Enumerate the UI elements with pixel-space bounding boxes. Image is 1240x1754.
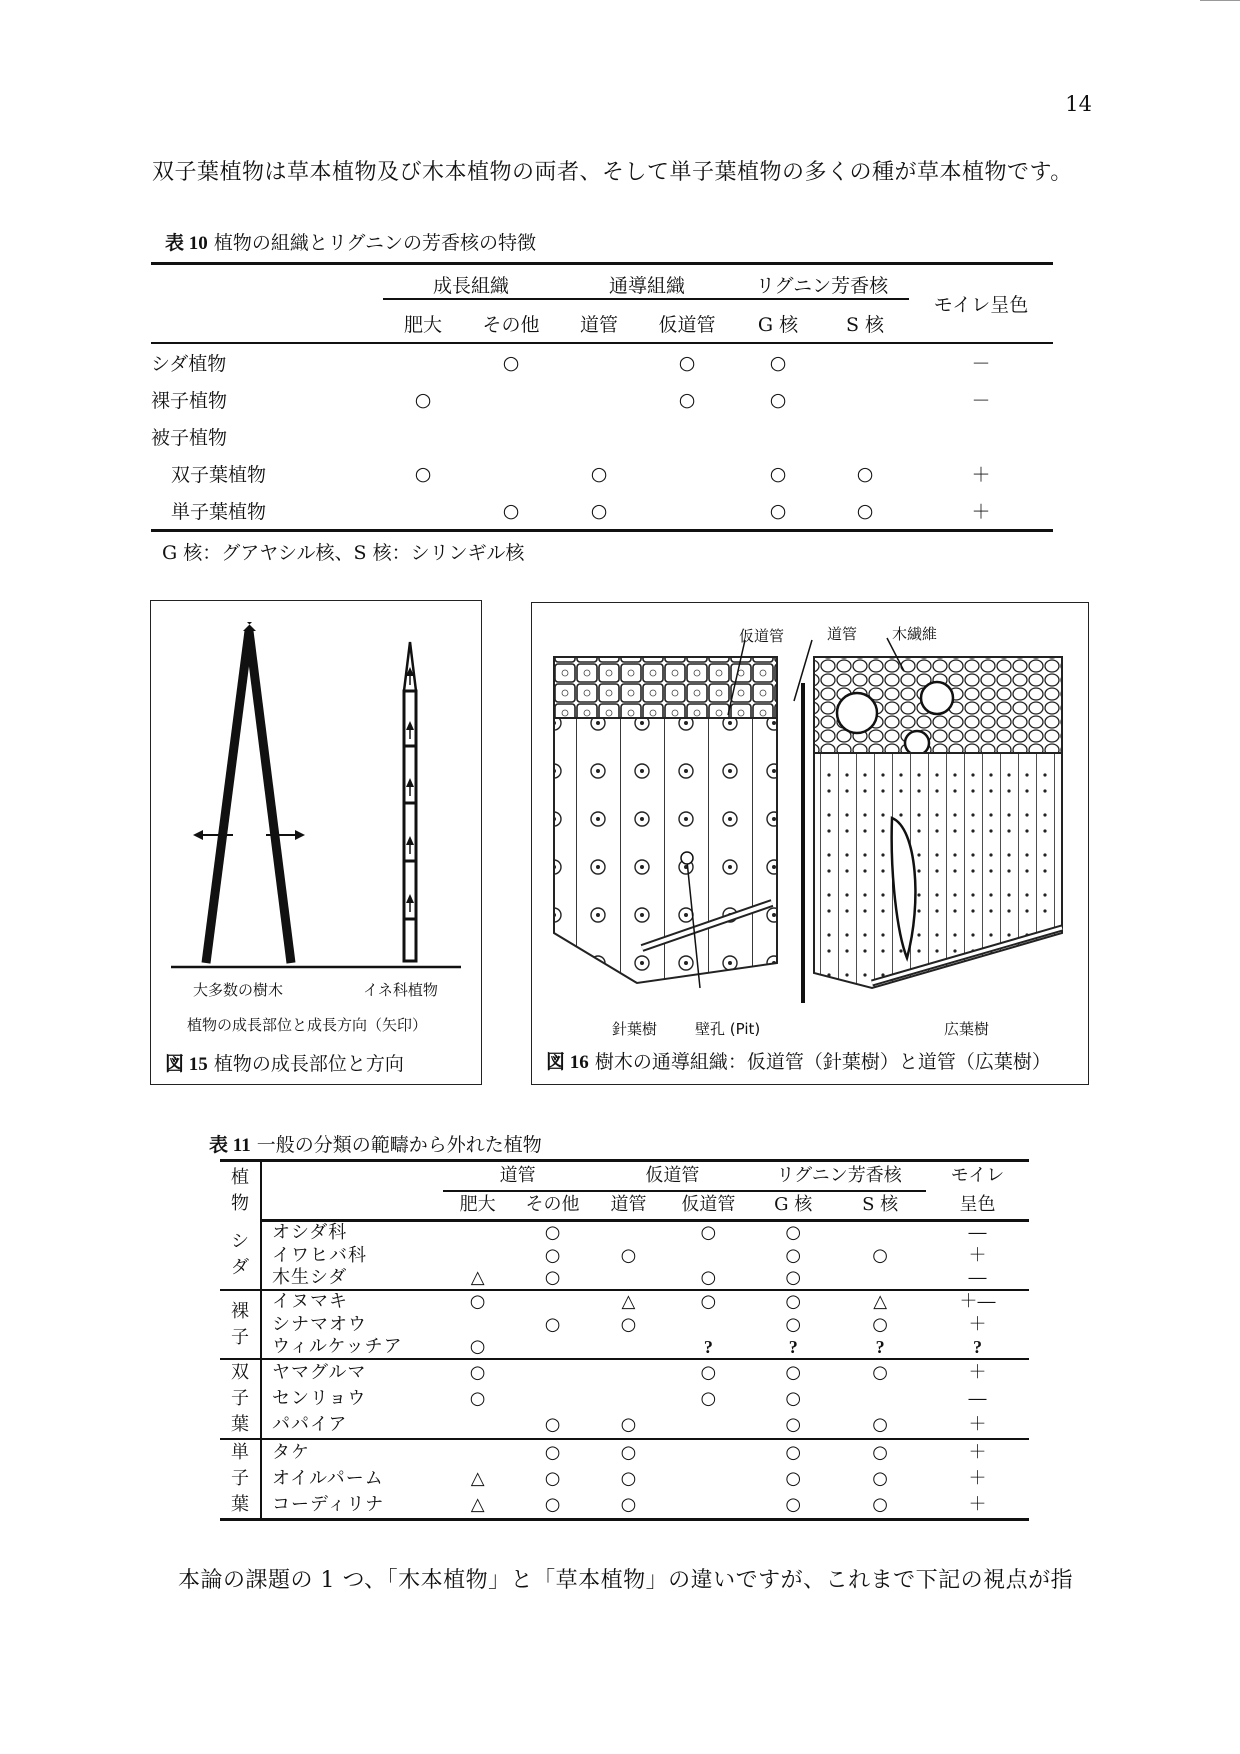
table10-row: [151, 418, 1053, 455]
figure16-label-fiber: 木繊維: [892, 625, 938, 643]
tree-top-arrow: [243, 622, 256, 631]
table10-moire-cell: －: [971, 353, 991, 375]
table11-cell: ○: [469, 1361, 486, 1383]
table11-cell: ○: [513, 1492, 593, 1519]
bottom-paragraph: 本論の課題の 1 つ、「木本植物」と「草本植物」の違いですが、これまで下記の視点が指: [178, 1568, 1074, 1593]
figure16-label-pit: 壁孔 (Pit): [695, 1020, 761, 1038]
table11-cell: [593, 1267, 665, 1290]
table10-subheader: G 核: [735, 305, 821, 343]
table11-cell: ○: [834, 1412, 926, 1439]
table11-group-header-lignin: リグニン芳香核: [752, 1161, 926, 1191]
table11-cell: ○: [872, 1467, 888, 1489]
table10-caption: [165, 228, 536, 255]
table10-cell: [559, 343, 639, 381]
table11-cell: △: [873, 1291, 888, 1312]
table10-cell: [463, 418, 559, 455]
table10-cell: ○: [769, 351, 787, 374]
table10-cell: [821, 343, 909, 381]
table10-cell: [735, 418, 821, 455]
table10-cell: [463, 381, 559, 418]
table10-cell: ○: [463, 492, 559, 531]
table10-row-label: 単子葉植物: [151, 492, 383, 531]
table11-cell: ○: [872, 1244, 888, 1266]
table11-cell: [513, 1290, 593, 1313]
figure15-caption: [165, 1049, 404, 1076]
table11-moire-cell: ＋: [926, 1492, 1029, 1519]
table10-row-label: 被子植物: [151, 427, 228, 449]
table11-row: [220, 1359, 1029, 1386]
figure15-sublabel: 植物の成長部位と成長方向（矢印）: [187, 1016, 428, 1034]
table10-row: [151, 492, 1053, 531]
table11-cell: ?: [664, 1336, 752, 1359]
table11-cell: [664, 1492, 752, 1519]
table10-cell: ○: [590, 462, 608, 485]
table11-cell: [664, 1412, 752, 1439]
table10-cell: [639, 418, 735, 455]
table11-row: [220, 1313, 1029, 1336]
table10-subheader: その他: [463, 305, 559, 343]
table11-moire-cell: ?: [926, 1336, 1029, 1359]
table10-subheader: 肥大: [383, 305, 463, 343]
table11-cell: ?: [752, 1336, 834, 1359]
table11-cell: ○: [620, 1467, 637, 1489]
table10-row-label: 双子葉植物: [171, 464, 267, 486]
table11-cell: ○: [785, 1291, 802, 1312]
figure16-caption: [546, 1047, 1051, 1074]
table11-moire-cell: ＋: [968, 1441, 987, 1463]
top-edge-line: [1200, 0, 1240, 1]
table11-cell: ○: [785, 1244, 802, 1266]
table11-plant-name: パパイア: [261, 1412, 443, 1439]
table11-cell: [664, 1313, 752, 1336]
table11-caption: [209, 1130, 542, 1157]
table11-subheader: 肥大: [443, 1191, 513, 1221]
table10-cell: [821, 381, 909, 418]
table11-cell: ○: [872, 1361, 888, 1383]
vessel-pore: [837, 693, 877, 733]
table10-cell: ○: [502, 351, 520, 374]
table11-cell: ○: [700, 1361, 717, 1383]
table10-subheader: 仮道管: [639, 305, 735, 343]
table11-moire-header-line1: モイレ: [926, 1161, 1029, 1191]
table11-cell: △: [443, 1492, 513, 1519]
table11-moire-cell: ―: [968, 1222, 987, 1243]
table10-group-header-growth: 成長組織: [383, 271, 559, 300]
table11-cell: ○: [469, 1291, 486, 1312]
table10-subheader: S 核: [821, 305, 909, 343]
table10-cell: [463, 455, 559, 492]
figure16-wood-illustration: [532, 603, 1088, 1013]
table11-moire-cell: ＋: [968, 1313, 987, 1335]
table10-row: [151, 381, 1053, 418]
table11-cell: [443, 1244, 513, 1267]
table11-cell: ○: [785, 1441, 802, 1463]
table11-cell: ○: [544, 1222, 561, 1243]
table11-caption-text: 一般の分類の範疇から外れた植物: [256, 1134, 542, 1156]
table11-cell: [834, 1386, 926, 1413]
table11-cell: ○: [700, 1222, 717, 1243]
table10-caption-text: 植物の組織とリグニンの芳香核の特徴: [213, 232, 537, 254]
table11-cell: [443, 1313, 513, 1336]
table11-row: [220, 1290, 1029, 1313]
tree-trunk-left: [206, 631, 249, 963]
table11-cell: ○: [593, 1492, 665, 1519]
table10-cell: [383, 492, 463, 531]
table10-cell: [559, 418, 639, 455]
table11-plant-name: ヤマグルマ: [271, 1361, 367, 1383]
table11-cell: [443, 1221, 513, 1245]
table10-moire-cell: [909, 418, 1053, 455]
table10-cell: ○: [678, 388, 696, 411]
table11-plant-name: オイルパーム: [271, 1467, 384, 1489]
figure16-label-tracheid: 仮道管: [739, 627, 785, 645]
table11-plant-name: タケ: [271, 1441, 310, 1463]
table11-row: [220, 1492, 1029, 1519]
table11-cell: ○: [785, 1222, 802, 1243]
table11-subheader: 道管: [593, 1191, 665, 1221]
table11-row: [220, 1466, 1029, 1493]
table11: [220, 1159, 1029, 1521]
table10-moire-cell: －: [971, 390, 991, 412]
table11-cell: [593, 1221, 665, 1245]
table11-cell: [443, 1412, 513, 1439]
table11-cell: △: [621, 1291, 636, 1312]
figure16: [531, 602, 1089, 1085]
table11-moire-cell: ＋: [968, 1244, 987, 1266]
table11-plant-name: 木生シダ: [261, 1267, 443, 1290]
grass-up-arrows: [406, 667, 414, 903]
table11-moire-cell: ＋―: [959, 1291, 996, 1312]
table11-group-label: 単子葉: [220, 1439, 261, 1520]
table11-row: [220, 1336, 1029, 1359]
table10-cell: [639, 455, 735, 492]
table10-cell: [639, 492, 735, 531]
table11-cell: ○: [544, 1441, 561, 1463]
table11-moire-cell: ＋: [968, 1467, 987, 1489]
table10-cell: [821, 418, 909, 455]
figure16-label-conifer: 針葉樹: [612, 1020, 658, 1038]
table10-cell: ○: [559, 492, 639, 531]
table11-moire-header-line2: 呈色: [926, 1191, 1029, 1221]
table11-cell: [664, 1439, 752, 1466]
table11-row: [220, 1221, 1029, 1245]
figure15-label-grass: イネ科植物: [363, 981, 438, 999]
table11-plant-name: オシダ科: [271, 1222, 348, 1243]
table10-cell: [559, 381, 639, 418]
table10-cell: ○: [821, 492, 909, 531]
table10-cell: ○: [414, 462, 432, 485]
table11-col0-header: 植物: [220, 1161, 261, 1221]
figure16-caption-number: 図 16: [546, 1052, 589, 1073]
figure16-label-broadleaf: 広葉樹: [944, 1020, 990, 1038]
figure15-label-trees: 大多数の樹木: [193, 981, 284, 999]
table11-row: [220, 1267, 1029, 1290]
table10-group-header-conduct: 通導組織: [559, 271, 735, 300]
table11-cell: ○: [700, 1291, 717, 1312]
table10-cell: ○: [769, 388, 787, 411]
figure15-diagram: [151, 601, 481, 1001]
table11-cell: ○: [620, 1441, 637, 1463]
table11-cell: [664, 1466, 752, 1493]
table11-cell: ○: [834, 1492, 926, 1519]
table11-cell: △: [443, 1267, 513, 1290]
table11-moire-cell: ―: [926, 1267, 1029, 1290]
table11-plant-name: コーディリナ: [261, 1492, 443, 1519]
table10: [151, 262, 1053, 532]
table11-subheader: 仮道管: [664, 1191, 752, 1221]
table11-group-label: シダ: [220, 1221, 261, 1291]
table10-subheader: 道管: [559, 305, 639, 343]
table11-cell: [593, 1359, 665, 1386]
table11-cell: ○: [700, 1387, 717, 1409]
figure16-label-vessel: 道管: [827, 625, 858, 643]
table11-group-header-vessel: 道管: [443, 1161, 593, 1191]
table11-row: [220, 1386, 1029, 1413]
table11-group-header-tracheid: 仮道管: [593, 1161, 753, 1191]
conifer-top-face: [554, 657, 777, 718]
table11-cell: ○: [620, 1244, 637, 1266]
table11-cell: [593, 1386, 665, 1413]
table11-moire-cell: ＋: [926, 1412, 1029, 1439]
table11-group-label: 双子葉: [220, 1359, 261, 1439]
page-number: 14: [1065, 92, 1092, 116]
table10-cell: ○: [769, 462, 787, 485]
table11-cell: [664, 1244, 752, 1267]
table11-cell: ○: [544, 1467, 561, 1489]
table10-cell: ○: [414, 388, 432, 411]
table11-cell: △: [470, 1467, 485, 1489]
table11-subheader: G 核: [752, 1191, 834, 1221]
table11-plant-name: ウィルケッチア: [261, 1336, 443, 1359]
table11-cell: ○: [785, 1467, 802, 1489]
table11-cell: ○: [785, 1313, 802, 1335]
table10-cell: [383, 343, 463, 381]
table10-row-label: 裸子植物: [151, 390, 228, 412]
grass-nodes: [404, 746, 416, 919]
table11-cell: ○: [752, 1412, 834, 1439]
table10-note: G 核：グアヤシル核、S 核：シリンギル核: [162, 542, 525, 564]
table11-subheader: その他: [513, 1191, 593, 1221]
table11-cell: ○: [752, 1492, 834, 1519]
table10-row: [151, 343, 1053, 381]
tree-trunk-right: [249, 631, 291, 963]
table10-row: [151, 455, 1053, 492]
table11-cell: [513, 1336, 593, 1359]
figure15-caption-text: 植物の成長部位と方向: [213, 1053, 404, 1075]
table11-plant-name: イワヒバ科: [271, 1244, 367, 1266]
table11-cell: ○: [544, 1244, 561, 1266]
table10-cell: ○: [856, 462, 874, 485]
table10-moire-header: モイレ呈色: [909, 264, 1053, 344]
table11-cell: ○: [443, 1336, 513, 1359]
table11-cell: ○: [664, 1267, 752, 1290]
intro-paragraph: 双子葉植物は草本植物及び木本植物の両者、そして単子葉植物の多くの種が草本植物です。: [152, 160, 1073, 185]
table11-cell: ○: [513, 1412, 593, 1439]
table11-cell: ?: [834, 1336, 926, 1359]
table11-cell: ○: [513, 1267, 593, 1290]
table10-cell: [383, 418, 463, 455]
table11-cell: ○: [620, 1313, 637, 1335]
table11-cell: [834, 1267, 926, 1290]
table11-cell: [443, 1439, 513, 1466]
table11-plant-name: シナマオウ: [271, 1313, 367, 1335]
table10-row-label: シダ植物: [151, 353, 227, 375]
table11-cell: ○: [872, 1441, 888, 1463]
table11-moire-cell: ＋: [968, 1361, 987, 1383]
table11-row: [220, 1412, 1029, 1439]
table11-cell: [513, 1359, 593, 1386]
table10-moire-cell: ＋: [909, 492, 1053, 531]
table10-caption-number: 表 10: [165, 233, 208, 254]
table11-plant-name: センリョウ: [271, 1387, 367, 1409]
table10-cell: ○: [678, 351, 696, 374]
figure15: [150, 600, 482, 1085]
figure16-caption-text: 樹木の通導組織：仮道管（針葉樹）と道管（広葉樹）: [594, 1051, 1051, 1073]
table11-row: [220, 1439, 1029, 1466]
table11-cell: ○: [544, 1313, 561, 1335]
figure15-caption-number: 図 15: [165, 1054, 208, 1075]
table11-cell: ○: [785, 1361, 802, 1383]
table11-cell: ○: [872, 1313, 888, 1335]
table11-caption-number: 表 11: [209, 1135, 251, 1156]
table11-moire-cell: ―: [968, 1387, 987, 1409]
table11-cell: ○: [593, 1412, 665, 1439]
table11-cell: [834, 1221, 926, 1245]
table10-group-header-lignin: リグニン芳香核: [735, 271, 909, 300]
table10-cell: ○: [735, 492, 821, 531]
table11-plant-name: イヌマキ: [271, 1291, 348, 1312]
table11-row: [220, 1244, 1029, 1267]
table11-cell: ○: [752, 1267, 834, 1290]
table11-cell: [593, 1336, 665, 1359]
table11-group-label: 裸子: [220, 1290, 261, 1359]
table11-subheader: S 核: [834, 1191, 926, 1221]
broadleaf-side-face: [814, 753, 1062, 988]
table11-cell: ○: [785, 1387, 802, 1409]
table11-cell: [513, 1386, 593, 1413]
table11-cell: ○: [469, 1387, 486, 1409]
table10-moire-cell: ＋: [971, 464, 991, 486]
